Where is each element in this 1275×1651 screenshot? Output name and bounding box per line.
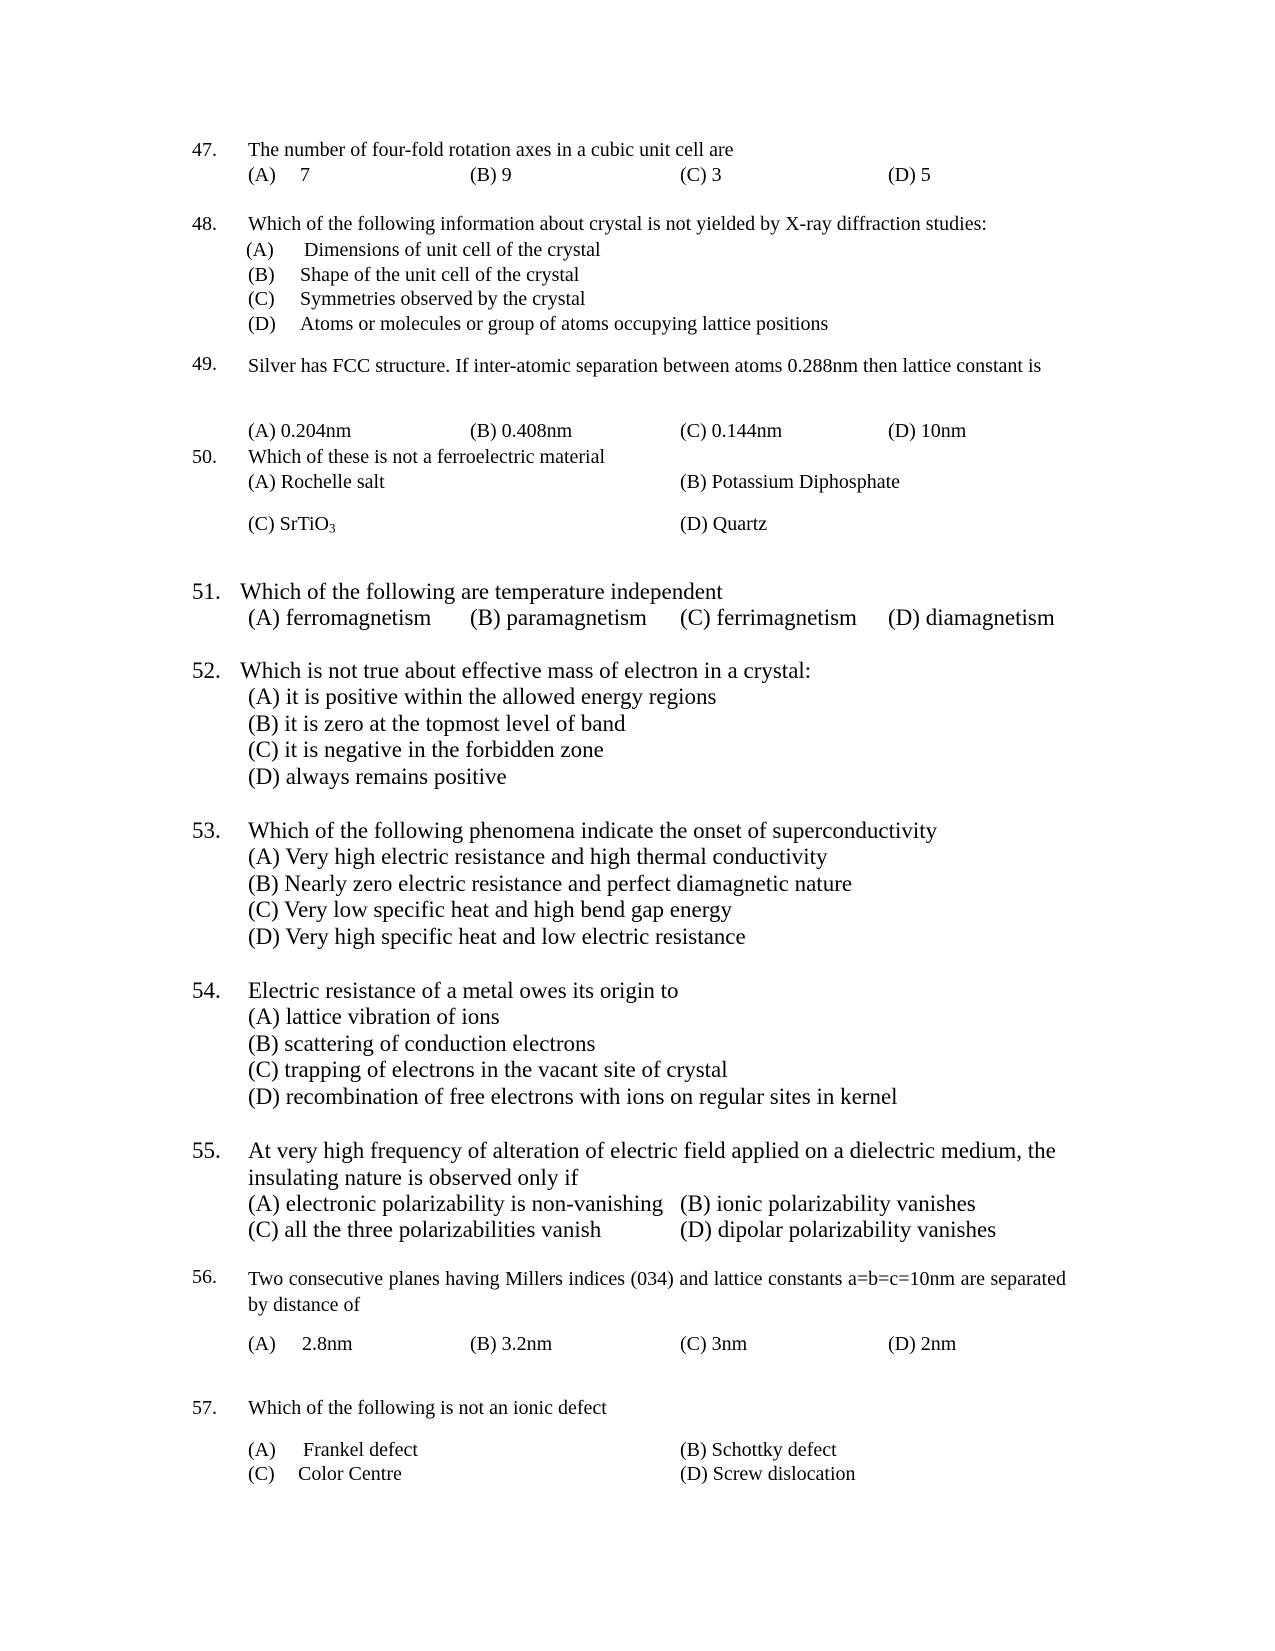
option-label: (A) <box>248 1191 280 1216</box>
option-a <box>248 1004 898 1031</box>
question-text: Two consecutive planes having Millers indices (034) and lattice constants a=b=c=10nm are separated by distance of <box>248 1268 1066 1316</box>
option-text: 3nm <box>711 1333 748 1355</box>
option-text: Schottky defect <box>711 1439 837 1461</box>
option-label: (B) <box>470 420 497 442</box>
question-text: Which of the following information about crystal is not yielded by X-ray diffraction studies: <box>248 213 987 235</box>
option-text: diamagnetism <box>925 605 1055 630</box>
option-text: 2.8nm <box>302 1333 353 1355</box>
option-text: 3.2nm <box>501 1333 553 1355</box>
option-text: ferrimagnetism <box>716 605 857 630</box>
option-a <box>248 1439 418 1462</box>
option-label: (D) <box>888 605 920 630</box>
option-d <box>680 1217 996 1243</box>
option-c <box>248 897 852 924</box>
option-text: 0.204nm <box>280 420 352 442</box>
option-b <box>248 871 852 898</box>
option-d <box>680 513 767 536</box>
option-label: (C) <box>680 605 711 630</box>
option-label: (C) <box>248 513 275 535</box>
option-text: it is positive within the allowed energy regions <box>285 684 717 709</box>
question-text: Which of these is not a ferroelectric material <box>248 446 606 468</box>
question-text: Silver has FCC structure. If inter-atomic separation between atoms 0.288nm then lattice constant is <box>248 355 1042 377</box>
option-label: (D) <box>680 1463 708 1485</box>
option-c <box>680 420 782 443</box>
option-text: Frankel defect <box>303 1439 418 1461</box>
option-a <box>248 605 431 631</box>
option-b <box>680 1191 976 1217</box>
question-number: 47. <box>192 139 217 161</box>
option-label: (C) <box>680 420 707 442</box>
option-text: 2nm <box>920 1333 957 1355</box>
option-label: (A) <box>248 1333 276 1355</box>
option-b <box>470 164 512 187</box>
option-label: (B) <box>470 605 501 630</box>
option-a <box>248 164 310 187</box>
option-label: (B) <box>470 164 497 186</box>
option-text: recombination of free electrons with ions on regular sites in kernel <box>285 1083 898 1109</box>
option-label: (D) <box>680 513 708 535</box>
question-number: 57. <box>192 1397 217 1419</box>
option-label: (A) <box>248 1439 276 1461</box>
option-text: Very low specific heat and high bend gap energy <box>284 897 732 922</box>
option-label: (D) <box>248 312 276 335</box>
option-text: Nearly zero electric resistance and perfect diamagnetic nature <box>284 870 853 896</box>
option-label: (C) <box>248 288 275 310</box>
option-text: trapping of electrons in the vacant site of crystal <box>284 1057 728 1082</box>
option-label: (C) <box>248 1217 279 1242</box>
option-text: 7 <box>300 164 310 186</box>
option-label: (C) <box>680 164 707 186</box>
option-text: Very high electric resistance and high thermal conductivity <box>285 844 828 869</box>
option-b <box>248 1031 898 1058</box>
option-label: (C) <box>248 737 279 762</box>
option-a <box>248 1191 663 1217</box>
option-label: (B) <box>248 263 275 286</box>
option-c <box>246 287 828 312</box>
option-text: Very high specific heat and low electric resistance <box>285 923 746 949</box>
option-label: (C) <box>248 1057 279 1082</box>
option-label: (C) <box>680 1333 707 1355</box>
option-label: (A) <box>248 1004 280 1029</box>
option-label: (D) <box>680 1217 712 1242</box>
question-text: Electric resistance of a metal owes its origin to <box>248 978 679 1003</box>
option-a <box>248 1333 353 1356</box>
option-label: (A) <box>248 605 280 630</box>
option-text: scattering of conduction electrons <box>284 1030 596 1056</box>
option-label: (D) <box>248 1083 280 1109</box>
question-number: 49. <box>192 353 217 375</box>
option-label: (B) <box>248 710 279 736</box>
option-label: (D) <box>888 164 916 186</box>
question-number: 51. <box>192 579 221 604</box>
option-text: Shape of the unit cell of the crystal <box>300 263 580 286</box>
question-text: At very high frequency of alteration of electric field applied on a dielectric medium, the insulating nature is observed only if <box>248 1138 1056 1190</box>
option-label: (C) <box>248 1463 275 1485</box>
option-text: 3 <box>711 164 722 186</box>
option-subscript: 3 <box>328 520 336 536</box>
option-text: it is negative in the forbidden zone <box>284 737 604 762</box>
option-b <box>470 1333 552 1356</box>
option-c <box>680 164 722 187</box>
option-b <box>680 471 900 494</box>
option-label: (B) <box>680 1439 707 1461</box>
option-c <box>248 1463 402 1486</box>
question-number: 48. <box>192 213 217 235</box>
option-list <box>248 684 716 790</box>
option-text: 0.144nm <box>711 420 783 442</box>
option-label: (A) <box>248 471 276 493</box>
option-text: Rochelle salt <box>280 471 385 493</box>
option-text: Symmetries observed by the crystal <box>300 288 586 310</box>
option-list <box>246 238 828 336</box>
question-text: Which of the following phenomena indicate the onset of superconductivity <box>248 818 938 843</box>
option-label: (B) <box>680 471 707 493</box>
option-a <box>248 420 351 443</box>
option-text: ferromagnetism <box>285 605 432 630</box>
option-label: (A) <box>246 239 274 261</box>
option-d <box>888 164 931 187</box>
option-d <box>248 924 852 951</box>
option-label: (A) <box>248 164 276 186</box>
option-text: paramagnetism <box>506 605 647 630</box>
option-d <box>680 1463 856 1486</box>
option-label: (B) <box>680 1191 711 1216</box>
option-text: all the three polarizabilities vanish <box>284 1217 602 1242</box>
option-b <box>248 711 716 738</box>
option-c <box>680 605 857 631</box>
option-a <box>246 238 828 263</box>
option-a <box>248 471 385 494</box>
option-text: electronic polarizability is non-vanishing <box>285 1191 664 1216</box>
question-text: The number of four-fold rotation axes in a cubic unit cell are <box>248 139 734 161</box>
option-d <box>888 420 966 443</box>
option-list <box>248 844 852 950</box>
option-label: (C) <box>248 897 279 922</box>
option-text: 10nm <box>920 420 967 442</box>
option-d <box>888 1333 956 1356</box>
question-number: 50. <box>192 446 217 468</box>
question-number: 55. <box>192 1138 221 1163</box>
question-number: 52. <box>192 658 221 683</box>
option-label: (A) <box>248 420 276 442</box>
option-label: (A) <box>248 684 280 709</box>
option-text: Dimensions of unit cell of the crystal <box>304 239 601 261</box>
option-text: Color Centre <box>298 1463 402 1485</box>
option-text: 0.408nm <box>501 420 573 442</box>
option-text: SrTiO <box>279 513 329 535</box>
question-text: Which is not true about effective mass of electron in a crystal: <box>240 658 812 683</box>
option-label: (B) <box>248 1030 279 1056</box>
option-label: (D) <box>248 923 280 949</box>
option-d <box>246 312 828 337</box>
option-text: Atoms or molecules or group of atoms occupying lattice positions <box>300 312 829 335</box>
option-label: (B) <box>470 1333 497 1355</box>
option-label: (A) <box>248 844 280 869</box>
option-label: (D) <box>888 420 916 442</box>
question-text: Which of the following is not an ionic defect <box>248 1397 607 1419</box>
question-number: 56. <box>192 1266 217 1288</box>
option-text: 9 <box>501 164 512 186</box>
option-b <box>470 605 647 631</box>
question-text: Which of the following are temperature independent <box>240 579 723 604</box>
option-b <box>680 1439 837 1462</box>
option-c <box>248 737 716 764</box>
option-text: 5 <box>920 164 931 186</box>
option-d <box>248 1084 898 1111</box>
question-number: 54. <box>192 978 221 1003</box>
option-d <box>248 764 716 791</box>
option-text: ionic polarizability vanishes <box>716 1191 976 1216</box>
option-text: lattice vibration of ions <box>285 1004 500 1029</box>
option-text: Potassium Diphosphate <box>711 471 901 493</box>
option-c <box>248 1217 601 1243</box>
option-text: it is zero at the topmost level of band <box>284 710 626 736</box>
option-text: always remains positive <box>285 763 507 789</box>
option-text: dipolar polarizability vanishes <box>717 1217 997 1242</box>
option-text: Screw dislocation <box>712 1463 856 1485</box>
option-a <box>248 844 852 871</box>
option-a <box>248 684 716 711</box>
option-text: Quartz <box>712 513 768 535</box>
option-label: (B) <box>248 870 279 896</box>
option-label: (D) <box>248 763 280 789</box>
question-number: 53. <box>192 818 221 843</box>
option-c <box>248 1057 898 1084</box>
option-d <box>888 605 1055 631</box>
option-c <box>680 1333 747 1356</box>
option-c <box>248 513 335 536</box>
option-label: (D) <box>888 1333 916 1355</box>
option-b <box>470 420 572 443</box>
option-list <box>248 1004 898 1110</box>
option-b <box>246 263 828 288</box>
